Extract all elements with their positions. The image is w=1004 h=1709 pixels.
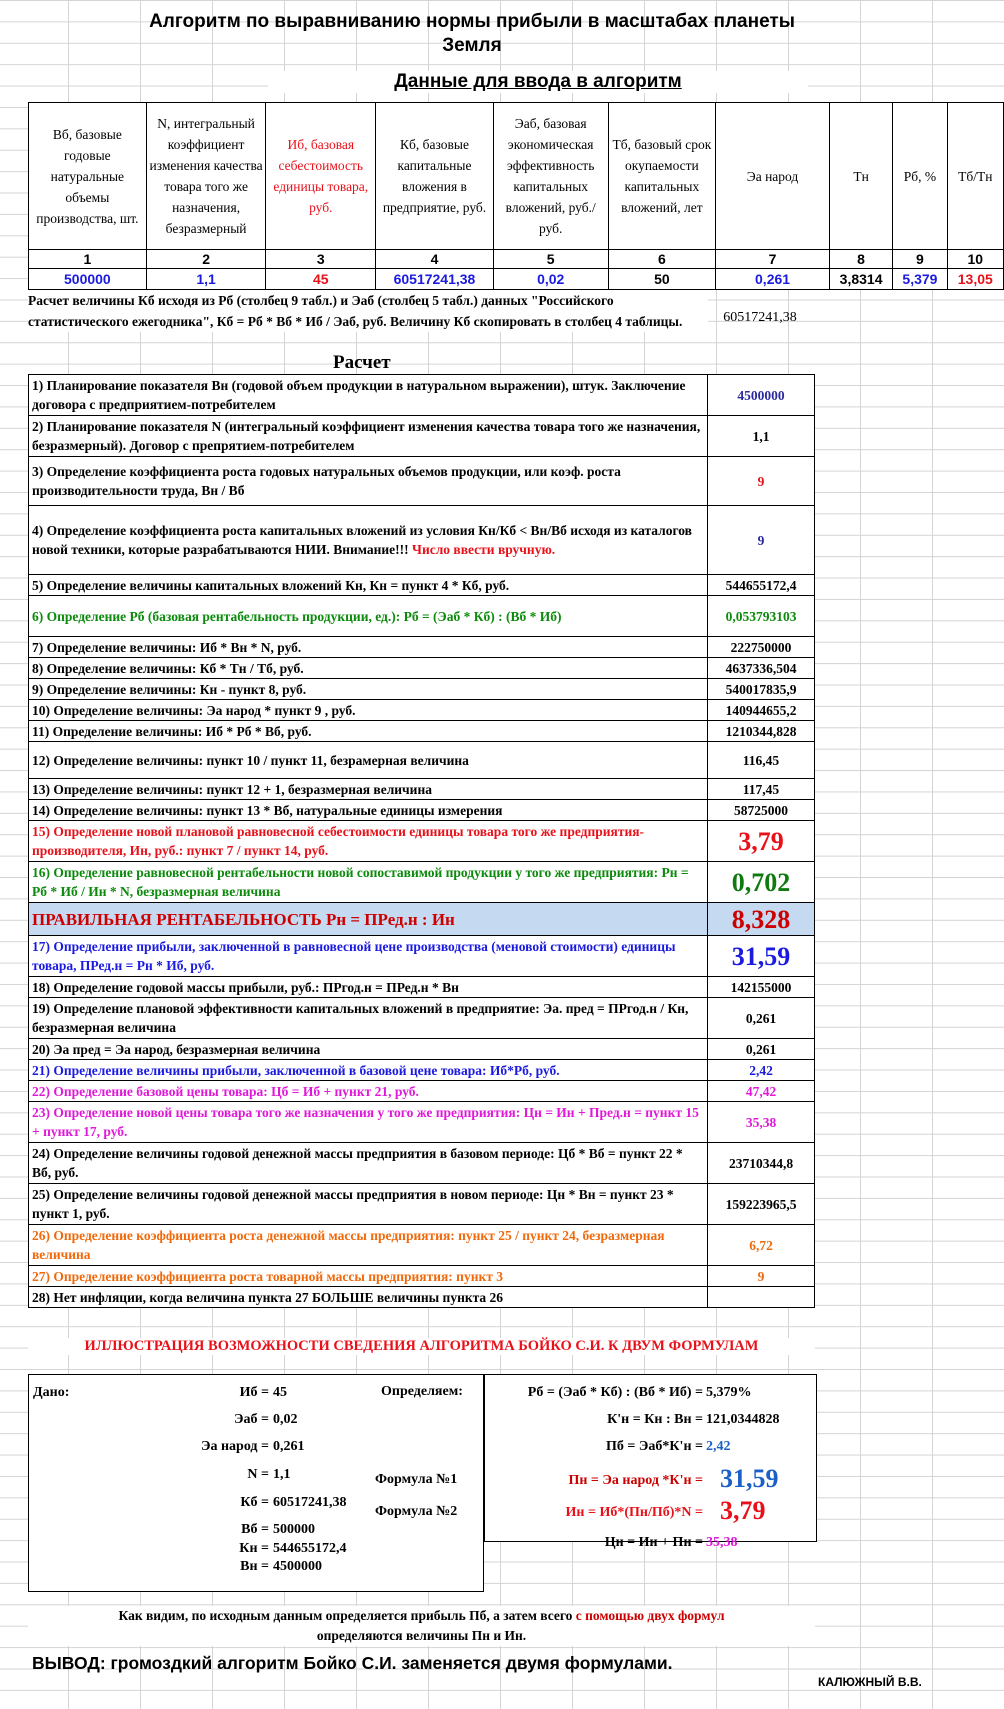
step-row bbox=[29, 1060, 815, 1081]
column-value: 5,379 bbox=[893, 269, 947, 290]
step-value: 116,45 bbox=[708, 742, 815, 779]
column-header: Рб, % bbox=[893, 103, 947, 250]
step-text-main: 6) Определение Рб (базовая рентабельность продукции, ед.): Рб = (Эаб * Кб) : (Вб * Иб) bbox=[32, 608, 562, 624]
step-row bbox=[29, 862, 815, 903]
step-row bbox=[29, 998, 815, 1039]
column-value: 1,1 bbox=[146, 269, 266, 290]
step-row bbox=[29, 1102, 815, 1143]
step-row bbox=[29, 700, 815, 721]
given-param-value: 1,1 bbox=[273, 1467, 291, 1482]
step-text bbox=[29, 658, 708, 679]
step-value: 31,59 bbox=[708, 936, 815, 977]
column-number: 9 bbox=[893, 250, 947, 269]
step-value: 3,79 bbox=[708, 821, 815, 862]
column-number: 10 bbox=[947, 250, 1003, 269]
step-value: 8,328 bbox=[708, 903, 815, 936]
step-value: 4500000 bbox=[708, 375, 815, 416]
step-text bbox=[29, 1081, 708, 1102]
column-value: 0,261 bbox=[716, 269, 830, 290]
given-param-label: Кб = bbox=[240, 1495, 269, 1510]
result-formula: Пн = Эа народ *К'н = bbox=[568, 1473, 703, 1488]
result-value: 5,379% bbox=[706, 1385, 752, 1400]
formula1-label: Формула №1 bbox=[375, 1472, 458, 1487]
step-text-main: 3) Определение коэффициента роста годовых натуральных объемов продукции, или коэф. роста производительности труда, Вн / Вб bbox=[32, 464, 621, 498]
calc-title: Расчет bbox=[333, 352, 391, 373]
kb-note: Расчет величины Кб исходя из Рб (столбец 9 табл.) и Эаб (столбец 5 табл.) данных "Российского статистического ежегодника", Кб = Рб * Вб * Иб / Эаб, руб. Величину Кб скопировать в столбец 4 таблицы. bbox=[28, 290, 708, 332]
formula2-label: Формула №2 bbox=[375, 1504, 458, 1519]
conclusion: ВЫВОД: громоздкий алгоритм Бойко С.И. заменяется двумя формулами. bbox=[32, 1653, 673, 1673]
result-value: 2,42 bbox=[706, 1439, 731, 1454]
step-text bbox=[29, 821, 708, 862]
column-header: N, интегральный коэффициент изменения качества товара того же назначения, безразмерный bbox=[146, 103, 266, 250]
column-number: 2 bbox=[146, 250, 266, 269]
column-number: 5 bbox=[493, 250, 608, 269]
column-header: Тб, базовый срок окупаемости капитальных вложений, лет bbox=[608, 103, 716, 250]
result-value: 3,79 bbox=[720, 1496, 766, 1525]
given-param-label: Вб = bbox=[241, 1522, 269, 1537]
step-text bbox=[29, 1039, 708, 1060]
given-param-value: 4500000 bbox=[273, 1559, 322, 1574]
step-row bbox=[29, 1184, 815, 1225]
step-text bbox=[29, 721, 708, 742]
column-value: 45 bbox=[266, 269, 376, 290]
bottom-text-3: определяются величины Пн и Ин. bbox=[316, 1628, 527, 1643]
step-text-main: 23) Определение новой цены товара того же назначения у того же предприятия: Цн = Ин + Пред.н = пункт 15 + пункт 17, руб. bbox=[32, 1105, 699, 1139]
step-value: 47,42 bbox=[708, 1081, 815, 1102]
step-text-main: 4) Определение коэффициента роста капитальных вложений из условия Кн/Кб < Вн/Вб исходя из каталогов новой техники, которые разрабатываются НИИ. Внимание!!! bbox=[32, 523, 692, 557]
column-value: 13,05 bbox=[947, 269, 1003, 290]
result-value: 121,0344828 bbox=[706, 1412, 780, 1427]
step-value: 1,1 bbox=[708, 416, 815, 457]
step-text-main: 18) Определение годовой массы прибыли, руб.: ПРгод.н = ПРед.н * Вн bbox=[32, 979, 459, 995]
column-header: Тн bbox=[829, 103, 892, 250]
result-formula: К'н = Кн : Вн = bbox=[607, 1412, 703, 1427]
step-text bbox=[29, 679, 708, 700]
given-param-label: N = bbox=[247, 1467, 269, 1482]
column-value: 0,02 bbox=[493, 269, 608, 290]
step-row bbox=[29, 658, 815, 679]
step-value: 0,702 bbox=[708, 862, 815, 903]
step-text bbox=[29, 1225, 708, 1266]
step-text-main: 10) Определение величины: Эа народ * пункт 9 , руб. bbox=[32, 702, 356, 718]
step-row bbox=[29, 1143, 815, 1184]
step-text-main: 28) Нет инфляции, когда величина пункта 27 БОЛЬШЕ величины пункта 26 bbox=[32, 1289, 504, 1305]
step-text-main: 8) Определение величины: Кб * Тн / Тб, руб. bbox=[32, 660, 304, 676]
step-row bbox=[29, 779, 815, 800]
step-row bbox=[29, 575, 815, 596]
given-param-value: 0,02 bbox=[273, 1412, 298, 1427]
column-header: Эа народ bbox=[716, 103, 830, 250]
step-text-main: 2) Планирование показателя N (интегральный коэффициент изменения качества товара того же назначения, безразмерный). Договор с препрятием-потребителем bbox=[32, 419, 701, 453]
step-text-main: 12) Определение величины: пункт 10 / пункт 11, безрамерная величина bbox=[32, 752, 469, 768]
determine-label: Определяем: bbox=[381, 1384, 463, 1399]
result-value: 31,59 bbox=[720, 1464, 779, 1493]
step-value: 58725000 bbox=[708, 800, 815, 821]
step-text-main: 15) Определение новой плановой равновесной себестоимости единицы товара того же предприятия-производителя, Ин, руб.: пункт 7 / пункт 14, руб. bbox=[32, 824, 645, 858]
column-number: 3 bbox=[266, 250, 376, 269]
step-row bbox=[29, 903, 815, 936]
step-row bbox=[29, 721, 815, 742]
step-text bbox=[29, 506, 708, 575]
step-value: 159223965,5 bbox=[708, 1184, 815, 1225]
step-text bbox=[29, 998, 708, 1039]
illustration-title: ИЛЛЮСТРАЦИЯ ВОЗМОЖНОСТИ СВЕДЕНИЯ АЛГОРИТМА БОЙКО С.И. К ДВУМ ФОРМУЛАМ bbox=[28, 1338, 815, 1355]
result-value: 35,38 bbox=[706, 1535, 738, 1550]
step-text bbox=[29, 977, 708, 998]
step-text bbox=[29, 700, 708, 721]
step-value: 540017835,9 bbox=[708, 679, 815, 700]
step-value: 9 bbox=[708, 1266, 815, 1287]
step-text bbox=[29, 1184, 708, 1225]
input-table bbox=[28, 102, 1004, 290]
kb-note-value: 60517241,38 bbox=[723, 310, 797, 325]
author: КАЛЮЖНЫЙ В.В. bbox=[818, 1675, 922, 1689]
step-row bbox=[29, 416, 815, 457]
step-value: 142155000 bbox=[708, 977, 815, 998]
bottom-text-2: с помощью двух формул bbox=[575, 1608, 725, 1623]
given-param-value: 0,261 bbox=[273, 1439, 305, 1454]
step-text bbox=[29, 1143, 708, 1184]
step-value: 1210344,828 bbox=[708, 721, 815, 742]
step-text bbox=[29, 375, 708, 416]
step-row bbox=[29, 679, 815, 700]
step-row bbox=[29, 742, 815, 779]
column-number: 7 bbox=[716, 250, 830, 269]
step-text-main: 9) Определение величины: Кн - пункт 8, руб. bbox=[32, 681, 307, 697]
step-value: 35,38 bbox=[708, 1102, 815, 1143]
step-text-main: 17) Определение прибыли, заключенной в равновесной цене производства (меновой стоимости) единицы товара, ПРед.н = Рн * Иб, руб. bbox=[32, 939, 676, 973]
step-value: 2,42 bbox=[708, 1060, 815, 1081]
given-param-label: Эаб = bbox=[234, 1412, 269, 1427]
step-text-main: 27) Определение коэффициента роста товарной массы предприятия: пункт 3 bbox=[32, 1268, 504, 1284]
result-formula: Цн = Ин + Пн = bbox=[604, 1535, 703, 1550]
step-value: 9 bbox=[708, 506, 815, 575]
step-row bbox=[29, 800, 815, 821]
step-text bbox=[29, 1266, 708, 1287]
step-text bbox=[29, 779, 708, 800]
step-row bbox=[29, 1266, 815, 1287]
step-text bbox=[29, 1287, 708, 1308]
step-text-main: 21) Определение величины прибыли, заключенной в базовой цене товара: Иб*Рб, руб. bbox=[32, 1062, 560, 1078]
step-text-main: 5) Определение величины капитальных вложений Кн, Кн = пункт 4 * Кб, руб. bbox=[32, 577, 510, 593]
step-text bbox=[29, 637, 708, 658]
step-row bbox=[29, 457, 815, 506]
step-text bbox=[29, 862, 708, 903]
column-number: 6 bbox=[608, 250, 716, 269]
step-value: 6,72 bbox=[708, 1225, 815, 1266]
steps-table bbox=[28, 374, 815, 1308]
bottom-text bbox=[28, 1606, 815, 1646]
step-value: 222750000 bbox=[708, 637, 815, 658]
step-text bbox=[29, 416, 708, 457]
step-value: 140944655,2 bbox=[708, 700, 815, 721]
column-value: 60517241,38 bbox=[376, 269, 494, 290]
step-row bbox=[29, 637, 815, 658]
step-value: 23710344,8 bbox=[708, 1143, 815, 1184]
result-formula: Ин = Иб*(Пн/Пб)*N = bbox=[565, 1505, 703, 1520]
page-title: Алгоритм по выравниванию нормы прибыли в масштабах планеты Земля bbox=[149, 11, 795, 56]
step-warning: Число ввести вручную. bbox=[412, 542, 556, 557]
given-param-value: 544655172,4 bbox=[273, 1541, 347, 1556]
results-box bbox=[484, 1374, 817, 1550]
step-value: 0,261 bbox=[708, 998, 815, 1039]
step-text bbox=[29, 742, 708, 779]
result-formula: Пб = Эаб*К'н = bbox=[606, 1439, 703, 1454]
step-value: 0,053793103 bbox=[708, 596, 815, 637]
given-label: Дано: bbox=[33, 1385, 70, 1400]
column-header: Кб, базовые капитальные вложения в предприятие, руб. bbox=[376, 103, 494, 250]
column-number: 8 bbox=[829, 250, 892, 269]
step-value: 0,261 bbox=[708, 1039, 815, 1060]
step-text-main: 1) Планирование показателя Вн (годовой объем продукции в натуральном выражении), штук. Заключение договора с предприятием-потребителем bbox=[32, 378, 686, 412]
step-value: 4637336,504 bbox=[708, 658, 815, 679]
step-row bbox=[29, 1039, 815, 1060]
step-text-main: 7) Определение величины: Иб * Вн * N, руб. bbox=[32, 639, 302, 655]
step-value: 544655172,4 bbox=[708, 575, 815, 596]
column-value: 3,8314 bbox=[829, 269, 892, 290]
bottom-text-1: Как видим, по исходным данным определяется прибыль Пб, а затем всего bbox=[118, 1608, 573, 1623]
step-value: 117,45 bbox=[708, 779, 815, 800]
given-param-label: Эа народ = bbox=[200, 1439, 269, 1454]
step-text bbox=[29, 575, 708, 596]
step-text-main: 13) Определение величины: пункт 12 + 1, безразмерная величина bbox=[32, 781, 432, 797]
given-param-label: Кн = bbox=[239, 1541, 269, 1556]
step-text-main: 19) Определение плановой эффективности капитальных вложений в предприятие: Эа. пред = ПРгод.н / Кн, безразмерная величина bbox=[32, 1001, 689, 1035]
step-text bbox=[29, 903, 708, 936]
step-text-main: 20) Эа пред = Эа народ, безразмерная величина bbox=[32, 1041, 321, 1057]
step-row bbox=[29, 1225, 815, 1266]
column-header: Вб, базовые годовые натуральные объемы производства, шт. bbox=[29, 103, 147, 250]
given-param-label: Иб = bbox=[239, 1385, 269, 1400]
step-row bbox=[29, 977, 815, 998]
step-row bbox=[29, 1081, 815, 1102]
step-text-main: 14) Определение величины: пункт 13 * Вб, натуральные единицы измерения bbox=[32, 802, 503, 818]
step-text-main: 25) Определение величины годовой денежной массы предприятия в новом периоде: Цн * Вн = пункт 23 * пункт 1, руб. bbox=[32, 1187, 674, 1221]
given-param-value: 45 bbox=[273, 1385, 287, 1400]
result-formula: Рб = (Эаб * Кб) : (Вб * Иб) = bbox=[527, 1385, 703, 1400]
column-value: 500000 bbox=[29, 269, 147, 290]
column-number: 4 bbox=[376, 250, 494, 269]
step-value: 9 bbox=[708, 457, 815, 506]
step-text bbox=[29, 936, 708, 977]
step-text bbox=[29, 1060, 708, 1081]
step-text-main: ПРАВИЛЬНАЯ РЕНТАБЕЛЬНОСТЬ Рн = ПРед.н : Ин bbox=[32, 909, 455, 929]
step-row bbox=[29, 375, 815, 416]
step-text bbox=[29, 457, 708, 506]
given-param-label: Вн = bbox=[240, 1559, 269, 1574]
step-text bbox=[29, 800, 708, 821]
step-row bbox=[29, 506, 815, 575]
column-header: Тб/Тн bbox=[947, 103, 1003, 250]
given-param-value: 60517241,38 bbox=[273, 1495, 347, 1510]
step-text-main: 11) Определение величины: Иб * Рб * Вб, руб. bbox=[32, 723, 312, 739]
step-row bbox=[29, 1287, 815, 1308]
step-text-main: 22) Определение базовой цены товара: Цб = Иб + пункт 21, руб. bbox=[32, 1083, 419, 1099]
column-number: 1 bbox=[29, 250, 147, 269]
step-row bbox=[29, 596, 815, 637]
column-header: Иб, базовая себестоимость единицы товара, руб. bbox=[266, 103, 376, 250]
step-text bbox=[29, 596, 708, 637]
input-subtitle: Данные для ввода в алгоритм bbox=[268, 71, 808, 93]
step-text-main: 26) Определение коэффициента роста денежной массы предприятия: пункт 25 / пункт 24, безразмерная величина bbox=[32, 1228, 665, 1262]
step-row bbox=[29, 936, 815, 977]
given-param-value: 500000 bbox=[273, 1522, 315, 1537]
step-text-main: 16) Определение равновесной рентабельности новой сопоставимой продукции у того же предприятия: Рн = Рб * Иб / Ин * N, безразмерная величина bbox=[32, 865, 689, 899]
step-text bbox=[29, 1102, 708, 1143]
column-header: Эаб, базовая экономическая эффективность капитальных вложений, руб./руб. bbox=[493, 103, 608, 250]
column-value: 50 bbox=[608, 269, 716, 290]
step-text-main: 24) Определение величины годовой денежной массы предприятия в базовом периоде: Цб * Вб = пункт 22 * Вб, руб. bbox=[32, 1146, 683, 1180]
step-row bbox=[29, 821, 815, 862]
step-value bbox=[708, 1287, 815, 1308]
